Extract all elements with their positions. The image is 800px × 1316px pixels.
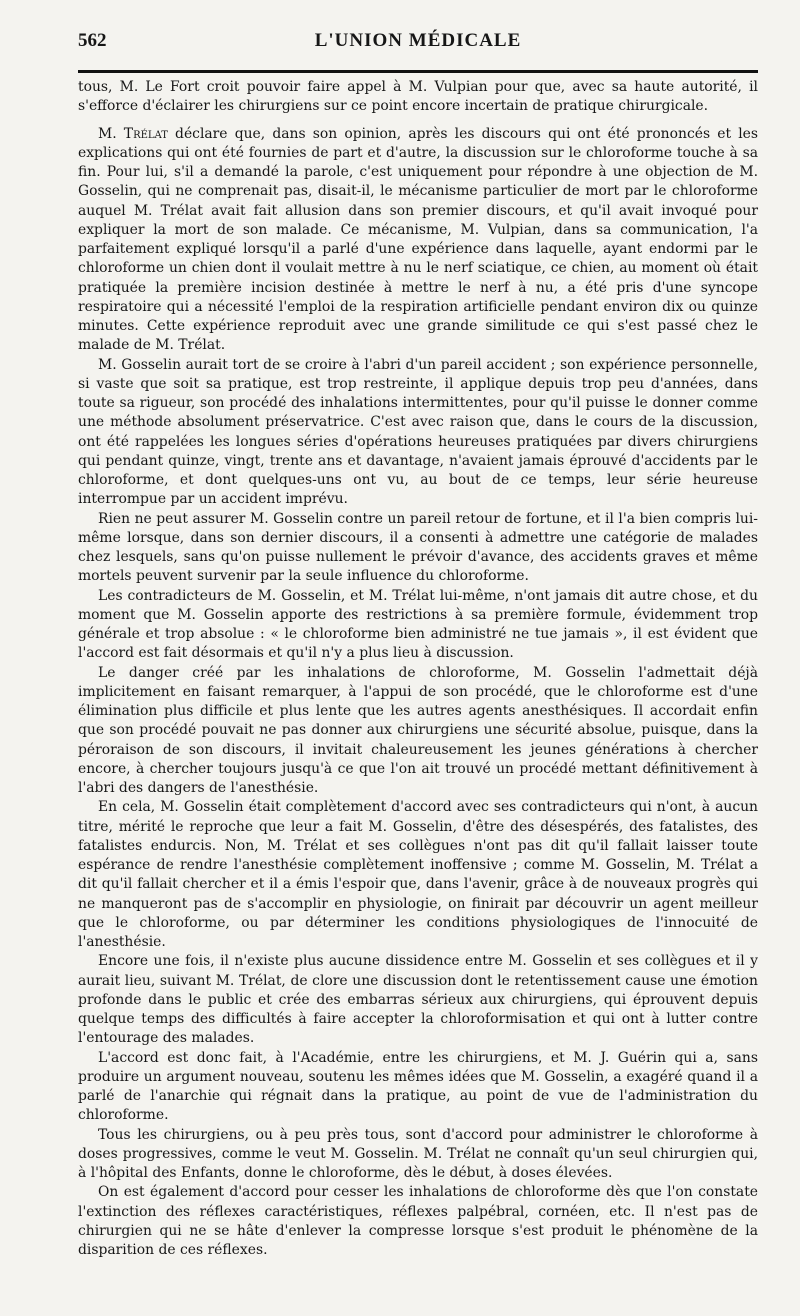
running-title: L'UNION MÉDICALE xyxy=(314,30,522,51)
body-text xyxy=(78,78,758,1260)
paragraph: Rien ne peut assurer M. Gosselin contre un pareil retour de fortune, et il l'a bien compris lui-même lorsque, dans son dernier discours, il a consenti à admettre une catégorie de malades chez lesquels, sans qu'on puisse nullement le prévoir d'avance, des accidents graves et même mortels peuvent survenir par la seule influence du chloroforme. xyxy=(78,510,758,585)
header-rule xyxy=(78,70,758,73)
paragraph: Les contradicteurs de M. Gosselin, et M. Trélat lui-même, n'ont jamais dit autre chose, et du moment que M. Gosselin apporte des restrictions à sa première formule, évidemment trop générale et trop absolue : « le chloroforme bien administré ne tue jamais », il est évident que l'accord est fait désormais et qu'il n'y a plus lieu à discussion. xyxy=(78,587,758,662)
paragraph: Le danger créé par les inhalations de chloroforme, M. Gosselin l'admettait déjà implicitement en faisant remarquer, à l'appui de son procédé, que le chloroforme est d'une élimination plus difficile et plus lente que les autres agents anesthésiques. Il accordait enfin que son procédé pouvait ne pas donner aux chirurgiens une sécurité absolue, puisque, dans la péroraison de son discours, il invitait chaleureusement les jeunes générations à chercher encore, à chercher toujours jusqu'à ce que l'on ait trouvé un procédé mettant définitivement à l'abri des dangers de l'anesthésie. xyxy=(78,664,758,796)
paragraph: Tous les chirurgiens, ou à peu près tous, sont d'accord pour administrer le chloroforme à doses progressives, comme le veut M. Gosselin. M. Trélat ne connaît qu'un seul chirurgien qui, à l'hôpital des Enfants, donne le chloroforme, dès le début, à doses élevées. xyxy=(78,1126,758,1181)
speaker-name: M. Trélat xyxy=(98,125,168,142)
paragraph: M. Trélat déclare que, dans son opinion, après les discours qui ont été prononcés et les explications qui ont été fournies de part et d'autre, la discussion sur le chloroforme touche à sa fin. Pour lui, s'il a demandé la parole, c'est uniquement pour répondre à une objection de M. Gosselin, qui ne comprenait pas, disait-il, le mécanisme particulier de mort par le chloroforme auquel M. Trélat avait fait allusion dans son premier discours, et qu'il avait invoqué pour expliquer la mort de son malade. Ce mécanisme, M. Vulpian, dans sa communication, l'a parfaitement expliqué lorsqu'il a parlé d'une expérience dans laquelle, ayant endormi par le chloroforme un chien dont il voulait mettre à nu le nerf sciatique, ce chien, au moment où était pratiquée la première incision destinée à mettre le nerf à nu, a été pris d'une syncope respiratoire qui a nécessité l'emploi de la respiration artificielle pendant environ dix ou quinze minutes. Cette expérience reproduit avec une grande similitude ce qui s'est passé chez le malade de M. Trélat. xyxy=(78,125,758,354)
page-header xyxy=(78,28,758,58)
paragraph: L'accord est donc fait, à l'Académie, entre les chirurgiens, et M. J. Guérin qui a, sans produire un argument nouveau, soutenu les mêmes idées que M. Gosselin, a exagéré quand il a parlé de l'anarchie qui régnait dans la pratique, au point de vue de l'administration du chloroforme. xyxy=(78,1049,758,1124)
paragraph: Encore une fois, il n'existe plus aucune dissidence entre M. Gosselin et ses collègues et il y aurait lieu, suivant M. Trélat, de clore une discussion dont le retentissement cause une émotion profonde dans le public et crée des embarras sérieux aux chirurgiens, qui éprouvent depuis quelque temps des difficultés à faire accepter la chloroformisation et qui ont à lutter contre l'entourage des malades. xyxy=(78,953,758,1047)
page-number: 562 xyxy=(78,30,107,51)
paragraph: tous, M. Le Fort croit pouvoir faire appel à M. Vulpian pour que, avec sa haute autorité, il s'efforce d'éclairer les chirurgiens sur ce point encore incertain de pratique chirurgicale. xyxy=(78,79,758,115)
paragraph: M. Gosselin aurait tort de se croire à l'abri d'un pareil accident ; son expérience personnelle, si vaste que soit sa pratique, est trop restreinte, il applique depuis trop peu d'années, dans toute sa rigueur, son procédé des inhalations intermittentes, pour qu'il puisse le donner comme une méthode absolument préservatrice. C'est avec raison que, dans le cours de la discussion, ont été rappelées les longues séries d'opérations heureuses pratiquées par divers chirurgiens qui pendant quinze, vingt, trente ans et davantage, n'avaient jamais éprouvé d'accidents par le chloroforme, et dont quelques-uns ont vu, au bout de ce temps, leur série heureuse interrompue par un accident imprévu. xyxy=(78,356,758,508)
paragraph: En cela, M. Gosselin était complètement d'accord avec ses contradicteurs qui n'ont, à aucun titre, mérité le reproche que leur a fait M. Gosselin, d'être des désespérés, des fatalistes, des fatalistes endurcis. Non, M. Trélat et ses collègues n'ont pas dit qu'il fallait laisser toute espérance de rendre l'anesthésie complètement inoffensive ; comme M. Gosselin, M. Trélat a dit qu'il fallait chercher et il a émis l'espoir que, dans l'avenir, grâce à de nouveaux progrès qui ne manqueront pas de s'accomplir en physiologie, on finirait par découvrir un agent meilleur que le chloroforme, ou par déterminer les conditions physiologiques de l'innocuité de l'anesthésie. xyxy=(78,799,758,950)
paragraph: On est également d'accord pour cesser les inhalations de chloroforme dès que l'on constate l'extinction des réflexes caractéristiques, réflexes palpébral, cornéen, etc. Il n'est pas de chirurgien qui ne se hâte d'enlever la compresse lorsque s'est produit le phénomène de la disparition de ces réflexes. xyxy=(78,1184,758,1258)
